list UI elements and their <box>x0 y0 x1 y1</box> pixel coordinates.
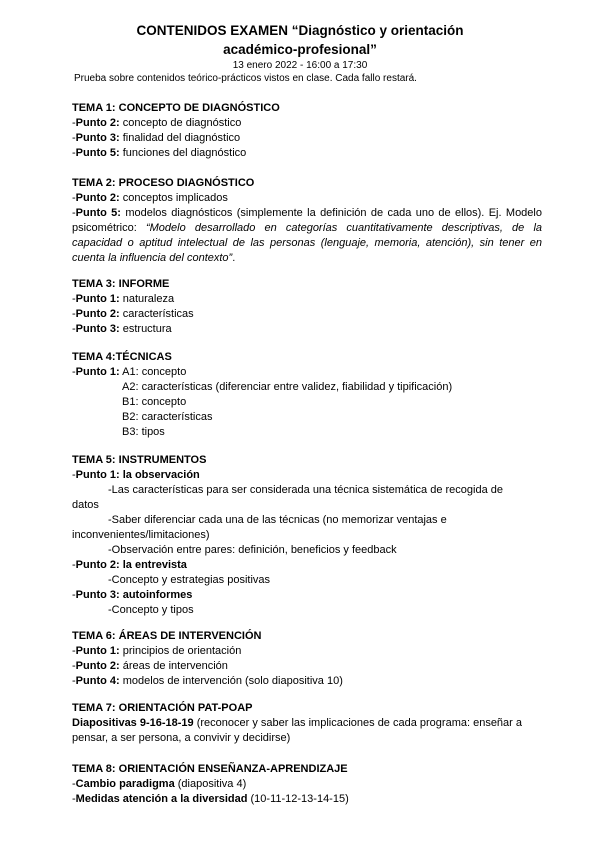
sub-item: B1: concepto <box>122 396 187 408</box>
section-tema-1 <box>72 101 542 161</box>
list-item: -Punto 1: A1: concepto <box>72 366 187 378</box>
sub-item: B2: características <box>122 411 213 423</box>
section-heading: TEMA 1: CONCEPTO DE DIAGNÓSTICO <box>72 102 280 114</box>
sub-item: -Concepto y estrategias positivas <box>108 574 271 586</box>
list-item: -Punto 5: funciones del diagnóstico <box>72 147 247 159</box>
section-tema-8 <box>72 762 542 807</box>
sub-item-continued: datos <box>72 499 99 511</box>
list-item: -Punto 3: autoinformes <box>72 589 193 601</box>
list-item: -Punto 5: modelos diagnósticos (simplemente la definición de cada uno de ellos). Ej. Modelo psicométrico: “Modelo desarrollado en categorías cuantitativamente descriptivas, de la capacidad o aptitud intelectual de las personas (lenguaje, memoria, atención), sin tener en cuenta la influencia del contexto”. <box>72 207 542 264</box>
list-item: -Punto 2: la entrevista <box>72 559 187 571</box>
list-item: -Punto 1: principios de orientación <box>72 645 242 657</box>
sub-item: A2: características (diferenciar entre validez, fiabilidad y tipificación) <box>122 381 453 393</box>
list-item: -Punto 2: conceptos implicados <box>72 192 228 204</box>
sub-item: -Observación entre pares: definición, beneficios y feedback <box>108 544 397 556</box>
exam-note: Prueba sobre contenidos teórico-prácticos vistos en clase. Cada fallo restará. <box>74 73 417 84</box>
section-heading: TEMA 8: ORIENTACIÓN ENSEÑANZA-APRENDIZAJE <box>72 763 348 775</box>
section-heading: TEMA 7: ORIENTACIÓN PAT-POAP <box>72 702 253 714</box>
title-line-2: académico-profesional” <box>223 42 377 57</box>
list-item: Diapositivas 9-16-18-19 (reconocer y saber las implicaciones de cada programa: enseñar a pensar, a ser persona, a convivir y decidirse) <box>72 717 523 744</box>
section-tema-2 <box>72 176 542 266</box>
sub-item: -Concepto y tipos <box>108 604 194 616</box>
section-heading: TEMA 6: ÁREAS DE INTERVENCIÓN <box>72 630 262 642</box>
section-heading: TEMA 4:TÉCNICAS <box>72 351 172 363</box>
section-heading: TEMA 5: INSTRUMENTOS <box>72 454 207 466</box>
list-item: -Punto 2: áreas de intervención <box>72 660 228 672</box>
section-heading: TEMA 3: INFORME <box>72 278 170 290</box>
sub-item: -Las características para ser considerada una técnica sistemática de recogida de <box>108 484 503 496</box>
list-item: -Punto 4: modelos de intervención (solo diapositiva 10) <box>72 675 343 687</box>
section-tema-7 <box>72 701 542 746</box>
list-item: -Punto 3: finalidad del diagnóstico <box>72 132 241 144</box>
sub-item: -Saber diferenciar cada una de las técnicas (no memorizar ventajas e <box>108 514 447 526</box>
list-item: -Punto 2: características <box>72 308 194 320</box>
list-item: -Medidas atención a la diversidad (10-11-12-13-14-15) <box>72 793 349 805</box>
section-tema-6 <box>72 629 542 689</box>
title-line-1: CONTENIDOS EXAMEN “Diagnóstico y orientación <box>136 23 464 38</box>
section-tema-5 <box>72 453 542 618</box>
list-item: -Punto 1: la observación <box>72 469 200 481</box>
sub-item-continued: inconvenientes/limitaciones) <box>72 529 210 541</box>
list-item: -Cambio paradigma (diapositiva 4) <box>72 778 247 790</box>
section-tema-4 <box>72 350 542 440</box>
list-item: -Punto 2: concepto de diagnóstico <box>72 117 242 129</box>
exam-date: 13 enero 2022 - 16:00 a 17:30 <box>232 60 368 71</box>
document-title <box>60 21 540 59</box>
section-heading: TEMA 2: PROCESO DIAGNÓSTICO <box>72 177 255 189</box>
list-item: -Punto 1: naturaleza <box>72 293 175 305</box>
sub-item: B3: tipos <box>122 426 165 438</box>
example-quote: “Modelo desarrollado en categorías cuantitativamente descriptivas, de la capacidad o aptitud intelectual de las personas (lenguaje, memoria, atención), sin tener en cuenta la influencia del contexto” <box>72 222 542 264</box>
section-tema-3 <box>72 277 542 337</box>
list-item: -Punto 3: estructura <box>72 323 172 335</box>
